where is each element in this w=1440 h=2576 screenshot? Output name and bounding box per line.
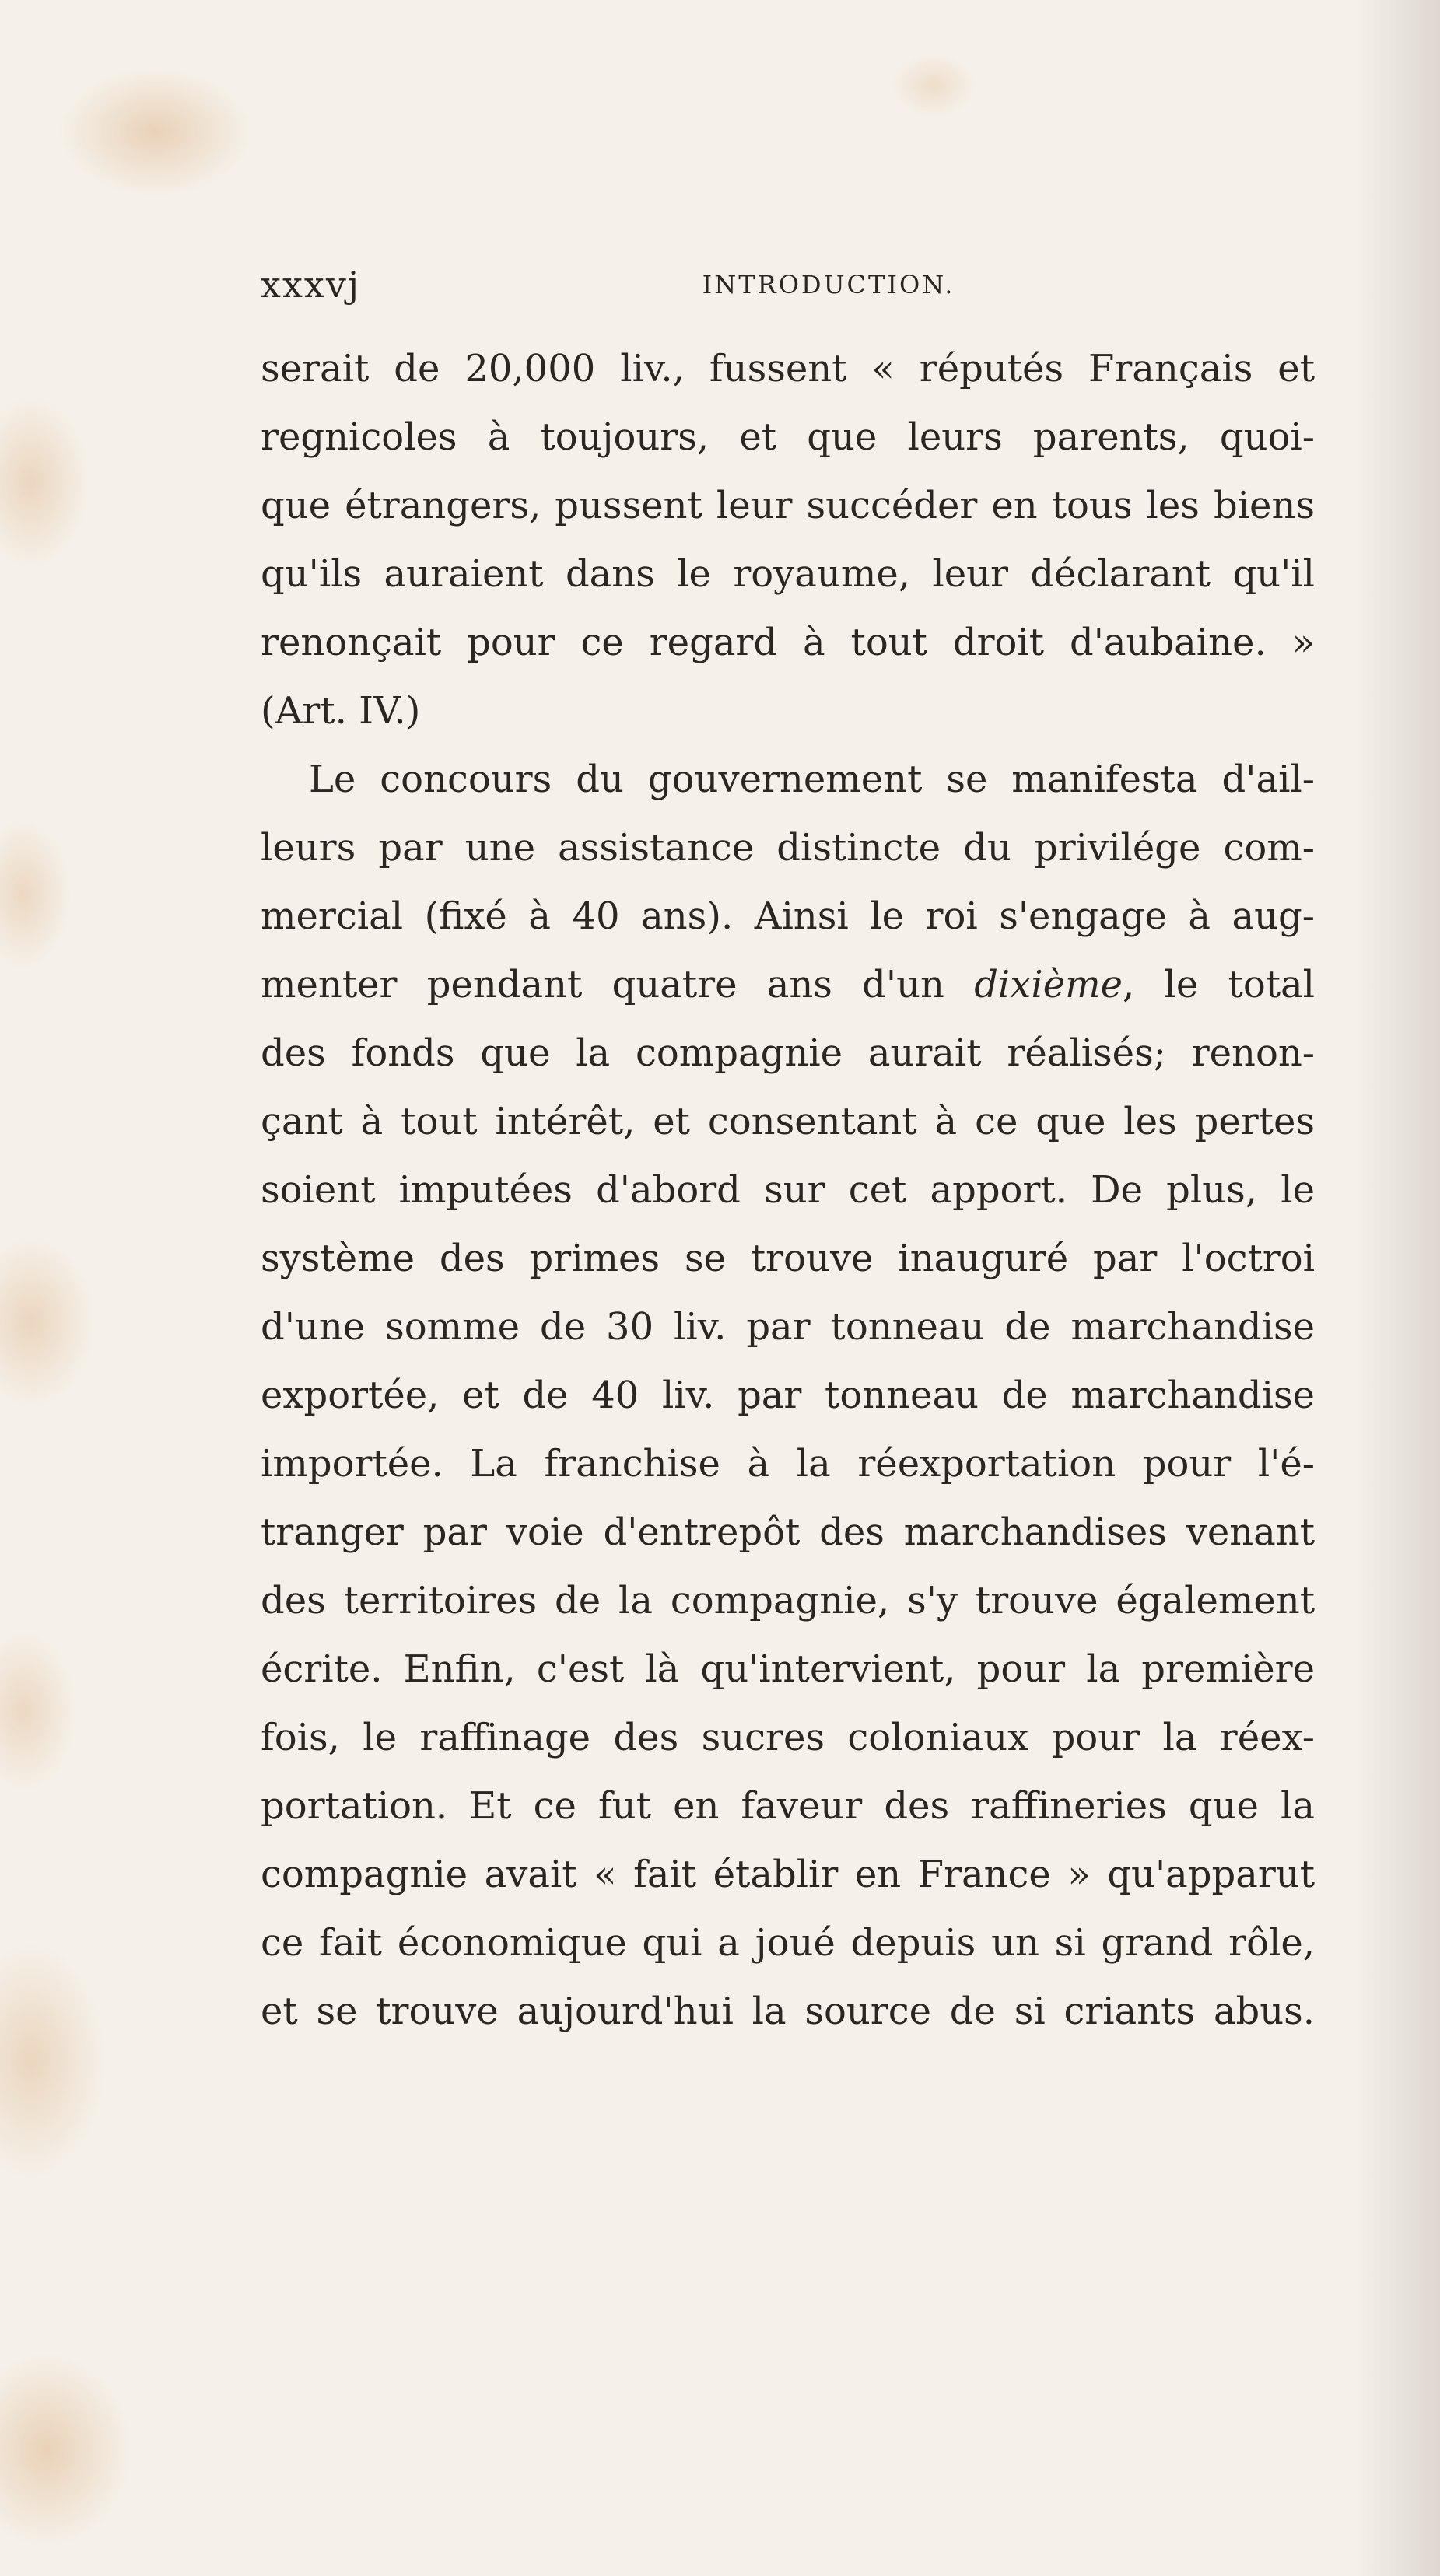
page-number: xxxvj xyxy=(261,264,361,306)
text-line: exportée, et de 40 liv. par tonneau de marchandise xyxy=(261,1374,1315,1417)
text-line: (Art. IV.) xyxy=(261,689,421,733)
text-line: leurs par une assistance distincte du privilége com- xyxy=(261,826,1315,870)
text-line: qu'ils auraient dans le royaume, leur déclarant qu'il xyxy=(261,552,1315,596)
text-line: compagnie avait « fait établir en France » qu'apparut xyxy=(261,1853,1315,1896)
text-segment: , le total xyxy=(1123,963,1315,1006)
text-line: écrite. Enfin, c'est là qu'intervient, pour la première xyxy=(261,1647,1315,1691)
running-title: INTRODUCTION. xyxy=(702,270,955,299)
text-line: regnicoles à toujours, et que leurs parents, quoi- xyxy=(261,415,1315,459)
text-line: çant à tout intérêt, et consentant à ce que les pertes xyxy=(261,1100,1315,1143)
paragraph-first-line: Le concours du gouvernement se manifesta d'ail- xyxy=(309,758,1315,801)
text-line: soient imputées d'abord sur cet apport. De plus, le xyxy=(261,1168,1315,1212)
body-text xyxy=(261,334,1315,2046)
text-line: système des primes se trouve inauguré par l'octroi xyxy=(261,1237,1315,1280)
text-line: portation. Et ce fut en faveur des raffineries que la xyxy=(261,1784,1315,1828)
text-line: ce fait économique qui a joué depuis un si grand rôle, xyxy=(261,1921,1315,1965)
text-line: mercial (fixé à 40 ans). Ainsi le roi s'engage à aug- xyxy=(261,894,1315,938)
text-line: des territoires de la compagnie, s'y trouve également xyxy=(261,1579,1315,1622)
text-line-with-italic xyxy=(261,950,1315,1019)
text-line: serait de 20,000 liv., fussent « réputés Français et xyxy=(261,347,1315,390)
text-line: des fonds que la compagnie aurait réalisés; renon- xyxy=(261,1031,1315,1075)
running-head xyxy=(261,261,1315,308)
text-line: que étrangers, pussent leur succéder en tous les biens xyxy=(261,484,1315,527)
text-line: importée. La franchise à la réexportation pour l'é- xyxy=(261,1442,1315,1486)
text-line: tranger par voie d'entrepôt des marchandises venant xyxy=(261,1510,1315,1554)
text-line: fois, le raffinage des sucres coloniaux pour la réex- xyxy=(261,1716,1315,1759)
text-line: renonçait pour ce regard à tout droit d'aubaine. » xyxy=(261,621,1315,664)
text-line: et se trouve aujourd'hui la source de si criants abus. xyxy=(261,1990,1315,2033)
text-segment: menter pendant quatre ans d'un xyxy=(261,963,975,1006)
text-line: d'une somme de 30 liv. par tonneau de marchandise xyxy=(261,1305,1315,1349)
italic-word: dixième xyxy=(974,963,1123,1006)
